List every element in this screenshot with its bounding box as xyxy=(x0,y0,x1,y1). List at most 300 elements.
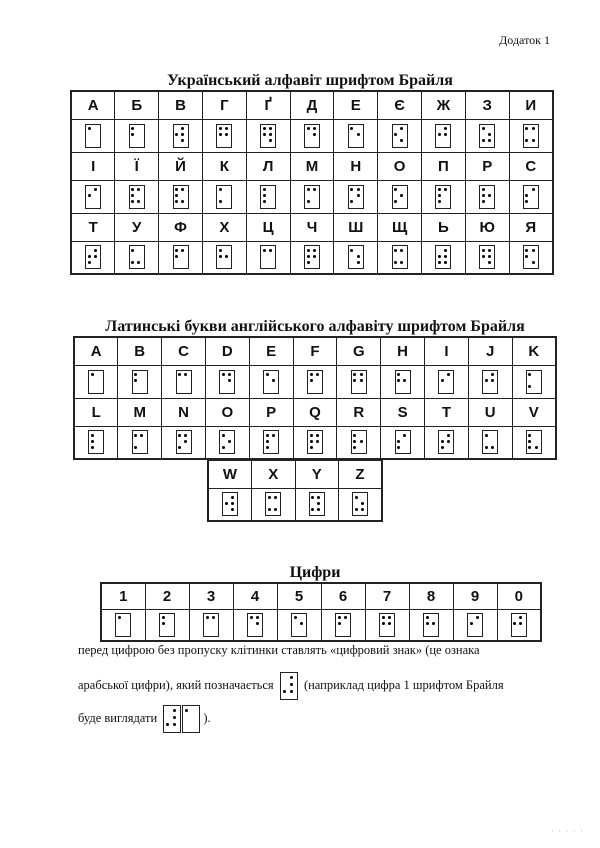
braille-dot xyxy=(438,200,441,203)
braille-symbol xyxy=(246,119,290,152)
braille-dot xyxy=(338,616,341,619)
braille-dot xyxy=(488,261,491,264)
braille-dot xyxy=(310,440,313,443)
braille-cell xyxy=(129,185,145,209)
braille-dot xyxy=(444,127,447,130)
braille-dot xyxy=(313,249,316,252)
braille-dot xyxy=(432,622,435,625)
braille-dot xyxy=(528,373,531,376)
braille-dot xyxy=(482,194,485,197)
braille-dot xyxy=(219,133,222,136)
braille-dot xyxy=(525,127,528,130)
braille-dot xyxy=(256,622,259,625)
braille-dot xyxy=(219,188,222,191)
braille-dot xyxy=(307,188,310,191)
braille-dot xyxy=(266,434,269,437)
braille-dot xyxy=(357,255,360,258)
appendix-label: Додаток 1 xyxy=(499,33,550,47)
braille-dot xyxy=(175,249,178,252)
braille-dot xyxy=(91,446,94,449)
braille-cell xyxy=(115,613,131,637)
braille-dot xyxy=(166,723,169,726)
braille-dot xyxy=(137,188,140,191)
braille-dot xyxy=(313,188,316,191)
braille-dot xyxy=(219,127,222,130)
braille-dot xyxy=(181,139,184,142)
braille-dot xyxy=(256,616,259,619)
example-one-braille-cells xyxy=(163,705,200,733)
braille-dot xyxy=(394,200,397,203)
braille-dot xyxy=(272,434,275,437)
braille-dot xyxy=(525,194,528,197)
braille-symbol xyxy=(381,426,425,459)
letter-cell: Н xyxy=(334,152,378,180)
braille-dot xyxy=(360,440,363,443)
braille-row xyxy=(101,609,541,641)
braille-symbol xyxy=(337,426,381,459)
letter-cell: G xyxy=(337,337,381,365)
braille-dot xyxy=(263,188,266,191)
braille-cell xyxy=(511,613,527,637)
letter-cell: 8 xyxy=(409,583,453,609)
braille-dot xyxy=(444,133,447,136)
braille-dot xyxy=(91,434,94,437)
letter-cell: Д xyxy=(290,91,334,119)
braille-symbol xyxy=(509,119,553,152)
braille-dot xyxy=(485,446,488,449)
braille-symbol xyxy=(202,241,246,274)
note-line-1: перед цифрою без пропуску клітинки ставлять «цифровий знак» (це ознака xyxy=(78,643,480,657)
braille-cell xyxy=(379,613,395,637)
braille-dot xyxy=(274,496,277,499)
braille-cell xyxy=(88,430,104,454)
letter-cell: І xyxy=(71,152,115,180)
braille-dot xyxy=(397,379,400,382)
braille-dot xyxy=(485,379,488,382)
braille-dot xyxy=(94,188,97,191)
braille-symbol xyxy=(290,241,334,274)
braille-cell xyxy=(304,185,320,209)
braille-cell xyxy=(280,672,298,700)
braille-cell xyxy=(526,370,542,394)
braille-dot xyxy=(263,133,266,136)
braille-dot xyxy=(488,139,491,142)
braille-dot xyxy=(181,249,184,252)
braille-symbol xyxy=(118,365,162,398)
number-sign-braille-cell xyxy=(280,672,298,700)
letter-cell: E xyxy=(249,337,293,365)
braille-dot xyxy=(338,622,341,625)
braille-cell xyxy=(435,185,451,209)
braille-dot xyxy=(310,379,313,382)
braille-symbol xyxy=(74,426,118,459)
braille-symbol xyxy=(115,180,159,213)
letter-cell: R xyxy=(337,398,381,426)
letter-row xyxy=(71,91,553,119)
letter-cell: Z xyxy=(339,460,383,488)
braille-dot xyxy=(528,446,531,449)
ukrainian-section-title: Український алфавіт шрифтом Брайля xyxy=(167,72,453,89)
braille-dot xyxy=(482,139,485,142)
braille-cell xyxy=(216,185,232,209)
braille-dot xyxy=(181,133,184,136)
braille-dot xyxy=(225,127,228,130)
braille-dot xyxy=(350,127,353,130)
braille-dot xyxy=(266,440,269,443)
letter-cell: О xyxy=(378,152,422,180)
braille-dot xyxy=(426,622,429,625)
braille-cell xyxy=(523,124,539,148)
braille-dot xyxy=(488,255,491,258)
braille-row xyxy=(71,119,553,152)
braille-dot xyxy=(382,622,385,625)
braille-symbol xyxy=(252,488,296,521)
braille-dot xyxy=(316,434,319,437)
braille-dot xyxy=(181,188,184,191)
braille-dot xyxy=(131,127,134,130)
letter-row xyxy=(208,460,382,488)
letter-cell: J xyxy=(468,337,512,365)
braille-symbol xyxy=(378,180,422,213)
braille-dot xyxy=(184,373,187,376)
braille-symbol xyxy=(162,426,206,459)
braille-dot xyxy=(310,373,313,376)
letter-cell: O xyxy=(205,398,249,426)
letter-cell: П xyxy=(422,152,466,180)
letter-cell: М xyxy=(290,152,334,180)
braille-symbol xyxy=(115,119,159,152)
braille-dot xyxy=(438,188,441,191)
braille-symbol xyxy=(277,609,321,641)
braille-cell xyxy=(263,370,279,394)
braille-dot xyxy=(525,200,528,203)
braille-dot xyxy=(400,127,403,130)
braille-dot xyxy=(219,249,222,252)
braille-symbol xyxy=(425,365,469,398)
letter-cell: U xyxy=(468,398,512,426)
braille-dot xyxy=(250,616,253,619)
letter-cell: Т xyxy=(71,213,115,241)
braille-dot xyxy=(294,616,297,619)
braille-cell xyxy=(85,185,101,209)
braille-dot xyxy=(488,249,491,252)
letter-cell: Х xyxy=(202,213,246,241)
braille-cell xyxy=(307,370,323,394)
letter-cell: Г xyxy=(202,91,246,119)
braille-symbol xyxy=(453,609,497,641)
braille-cell xyxy=(435,124,451,148)
braille-cell xyxy=(216,245,232,269)
braille-dot xyxy=(316,373,319,376)
braille-dot xyxy=(178,373,181,376)
braille-dot xyxy=(482,127,485,130)
braille-dot xyxy=(491,379,494,382)
braille-cell xyxy=(159,613,175,637)
letter-row xyxy=(101,583,541,609)
letter-cell: D xyxy=(205,337,249,365)
braille-dot xyxy=(175,133,178,136)
braille-dot xyxy=(350,188,353,191)
braille-dot xyxy=(307,200,310,203)
braille-dot xyxy=(353,434,356,437)
braille-dot xyxy=(173,723,176,726)
braille-dot xyxy=(382,616,385,619)
braille-dot xyxy=(185,709,188,712)
braille-dot xyxy=(94,255,97,258)
braille-dot xyxy=(360,379,363,382)
letter-cell: M xyxy=(118,398,162,426)
braille-cell xyxy=(203,613,219,637)
letter-cell: Ч xyxy=(290,213,334,241)
braille-symbol xyxy=(465,119,509,152)
braille-dot xyxy=(360,373,363,376)
braille-dot xyxy=(307,255,310,258)
braille-dot xyxy=(397,440,400,443)
braille-symbol xyxy=(497,609,541,641)
braille-dot xyxy=(137,200,140,203)
braille-dot xyxy=(307,261,310,264)
braille-dot xyxy=(181,127,184,130)
letter-cell: 3 xyxy=(189,583,233,609)
letter-cell: K xyxy=(512,337,556,365)
letter-cell: W xyxy=(208,460,252,488)
letter-cell: A xyxy=(74,337,118,365)
braille-symbol xyxy=(321,609,365,641)
letter-cell: 6 xyxy=(321,583,365,609)
letter-cell: I xyxy=(425,337,469,365)
braille-symbol xyxy=(159,119,203,152)
braille-symbol xyxy=(246,180,290,213)
braille-dot xyxy=(317,496,320,499)
braille-dot xyxy=(400,139,403,142)
braille-symbol xyxy=(468,426,512,459)
braille-dot xyxy=(403,379,406,382)
braille-dot xyxy=(441,446,444,449)
braille-dot xyxy=(88,261,91,264)
braille-dot xyxy=(269,139,272,142)
braille-cell xyxy=(482,430,498,454)
braille-dot xyxy=(173,709,176,712)
braille-dot xyxy=(317,508,320,511)
letter-cell: X xyxy=(252,460,296,488)
braille-cell xyxy=(438,370,454,394)
letter-cell: 4 xyxy=(233,583,277,609)
braille-cell xyxy=(526,430,542,454)
braille-dot xyxy=(134,434,137,437)
braille-symbol xyxy=(233,609,277,641)
letter-cell: Р xyxy=(465,152,509,180)
braille-row xyxy=(74,426,556,459)
note-line-3 xyxy=(78,705,568,733)
braille-symbol xyxy=(101,609,145,641)
letter-cell: 0 xyxy=(497,583,541,609)
braille-dot xyxy=(344,616,347,619)
braille-dot xyxy=(447,440,450,443)
braille-dot xyxy=(525,255,528,258)
braille-dot xyxy=(228,379,231,382)
braille-dot xyxy=(532,188,535,191)
braille-cell xyxy=(307,430,323,454)
braille-dot xyxy=(353,379,356,382)
braille-symbol xyxy=(159,180,203,213)
braille-dot xyxy=(447,373,450,376)
braille-symbol xyxy=(118,426,162,459)
braille-dot xyxy=(134,373,137,376)
letter-row xyxy=(71,152,553,180)
braille-dot xyxy=(175,194,178,197)
braille-dot xyxy=(175,255,178,258)
braille-cell xyxy=(392,124,408,148)
braille-cell xyxy=(88,370,104,394)
braille-dot xyxy=(470,622,473,625)
braille-dot xyxy=(137,261,140,264)
braille-dot xyxy=(528,440,531,443)
braille-cell xyxy=(260,124,276,148)
braille-cell xyxy=(260,185,276,209)
braille-dot xyxy=(131,194,134,197)
braille-cell xyxy=(219,430,235,454)
letter-cell: L xyxy=(74,398,118,426)
braille-dot xyxy=(91,373,94,376)
braille-dot xyxy=(263,127,266,130)
braille-dot xyxy=(353,373,356,376)
braille-cell xyxy=(173,245,189,269)
braille-cell xyxy=(176,430,192,454)
letter-cell: Б xyxy=(115,91,159,119)
note-line-2 xyxy=(78,672,568,700)
braille-cell xyxy=(219,370,235,394)
braille-dot xyxy=(219,255,222,258)
braille-cell xyxy=(395,430,411,454)
braille-cell xyxy=(523,245,539,269)
braille-symbol xyxy=(468,365,512,398)
braille-dot xyxy=(310,446,313,449)
braille-dot xyxy=(441,379,444,382)
braille-symbol xyxy=(339,488,383,521)
letter-cell: N xyxy=(162,398,206,426)
braille-dot xyxy=(290,676,293,679)
braille-symbol xyxy=(378,241,422,274)
braille-dot xyxy=(313,255,316,258)
braille-cell xyxy=(479,245,495,269)
braille-cell xyxy=(482,370,498,394)
braille-dot xyxy=(140,434,143,437)
braille-cell xyxy=(132,430,148,454)
braille-dot xyxy=(206,616,209,619)
braille-cell xyxy=(85,245,101,269)
braille-dot xyxy=(444,261,447,264)
braille-dot xyxy=(438,133,441,136)
braille-symbol xyxy=(334,241,378,274)
braille-dot xyxy=(394,261,397,264)
braille-dot xyxy=(311,496,314,499)
letter-cell: T xyxy=(425,398,469,426)
braille-dot xyxy=(532,261,535,264)
braille-cell xyxy=(182,705,200,733)
braille-dot xyxy=(219,200,222,203)
braille-dot xyxy=(134,446,137,449)
ukrainian-braille-table xyxy=(70,90,554,275)
braille-dot xyxy=(444,249,447,252)
braille-dot xyxy=(485,434,488,437)
letter-row xyxy=(74,337,556,365)
letter-cell: З xyxy=(465,91,509,119)
braille-dot xyxy=(131,133,134,136)
latin-braille-table-extra xyxy=(207,459,383,522)
braille-dot xyxy=(316,440,319,443)
braille-cell xyxy=(304,124,320,148)
braille-dot xyxy=(357,133,360,136)
braille-dot xyxy=(535,446,538,449)
braille-dot xyxy=(488,133,491,136)
braille-row xyxy=(71,180,553,213)
braille-dot xyxy=(513,622,516,625)
letter-cell: 7 xyxy=(365,583,409,609)
letter-cell: C xyxy=(162,337,206,365)
braille-symbol xyxy=(295,488,339,521)
braille-dot xyxy=(491,373,494,376)
braille-dot xyxy=(532,139,535,142)
braille-dot xyxy=(438,255,441,258)
braille-symbol xyxy=(246,241,290,274)
note-line-3-end: ). xyxy=(203,710,211,725)
braille-dot xyxy=(355,508,358,511)
braille-cell xyxy=(265,492,281,516)
braille-dot xyxy=(357,188,360,191)
braille-cell xyxy=(216,124,232,148)
letter-cell: V xyxy=(512,398,556,426)
latin-section-title: Латинські букви англійського алфавіту шрифтом Брайля xyxy=(105,318,525,335)
braille-dot xyxy=(266,446,269,449)
braille-dot xyxy=(528,385,531,388)
braille-dot xyxy=(350,249,353,252)
braille-dot xyxy=(181,200,184,203)
braille-symbol xyxy=(71,119,115,152)
braille-symbol xyxy=(365,609,409,641)
braille-dot xyxy=(268,496,271,499)
braille-dot xyxy=(131,249,134,252)
braille-dot xyxy=(447,434,450,437)
braille-symbol xyxy=(71,180,115,213)
braille-dot xyxy=(228,440,231,443)
letter-cell: У xyxy=(115,213,159,241)
braille-symbol xyxy=(509,241,553,274)
braille-cell xyxy=(263,430,279,454)
braille-dot xyxy=(268,508,271,511)
note-line-2-start: арабської цифри), який позначається xyxy=(78,677,274,692)
braille-cell xyxy=(438,430,454,454)
braille-symbol xyxy=(290,119,334,152)
digits-section-title: Цифри xyxy=(289,564,341,581)
braille-dot xyxy=(394,133,397,136)
braille-cell xyxy=(351,370,367,394)
braille-cell xyxy=(348,185,364,209)
braille-symbol xyxy=(145,609,189,641)
braille-symbol xyxy=(509,180,553,213)
braille-cell xyxy=(309,492,325,516)
braille-dot xyxy=(532,249,535,252)
braille-dot xyxy=(162,616,165,619)
braille-dot xyxy=(263,249,266,252)
braille-cell xyxy=(222,492,238,516)
braille-dot xyxy=(184,440,187,443)
letter-cell: Л xyxy=(246,152,290,180)
braille-cell xyxy=(423,613,439,637)
braille-cell xyxy=(129,245,145,269)
braille-symbol xyxy=(290,180,334,213)
letter-cell: Ж xyxy=(422,91,466,119)
braille-dot xyxy=(388,622,391,625)
